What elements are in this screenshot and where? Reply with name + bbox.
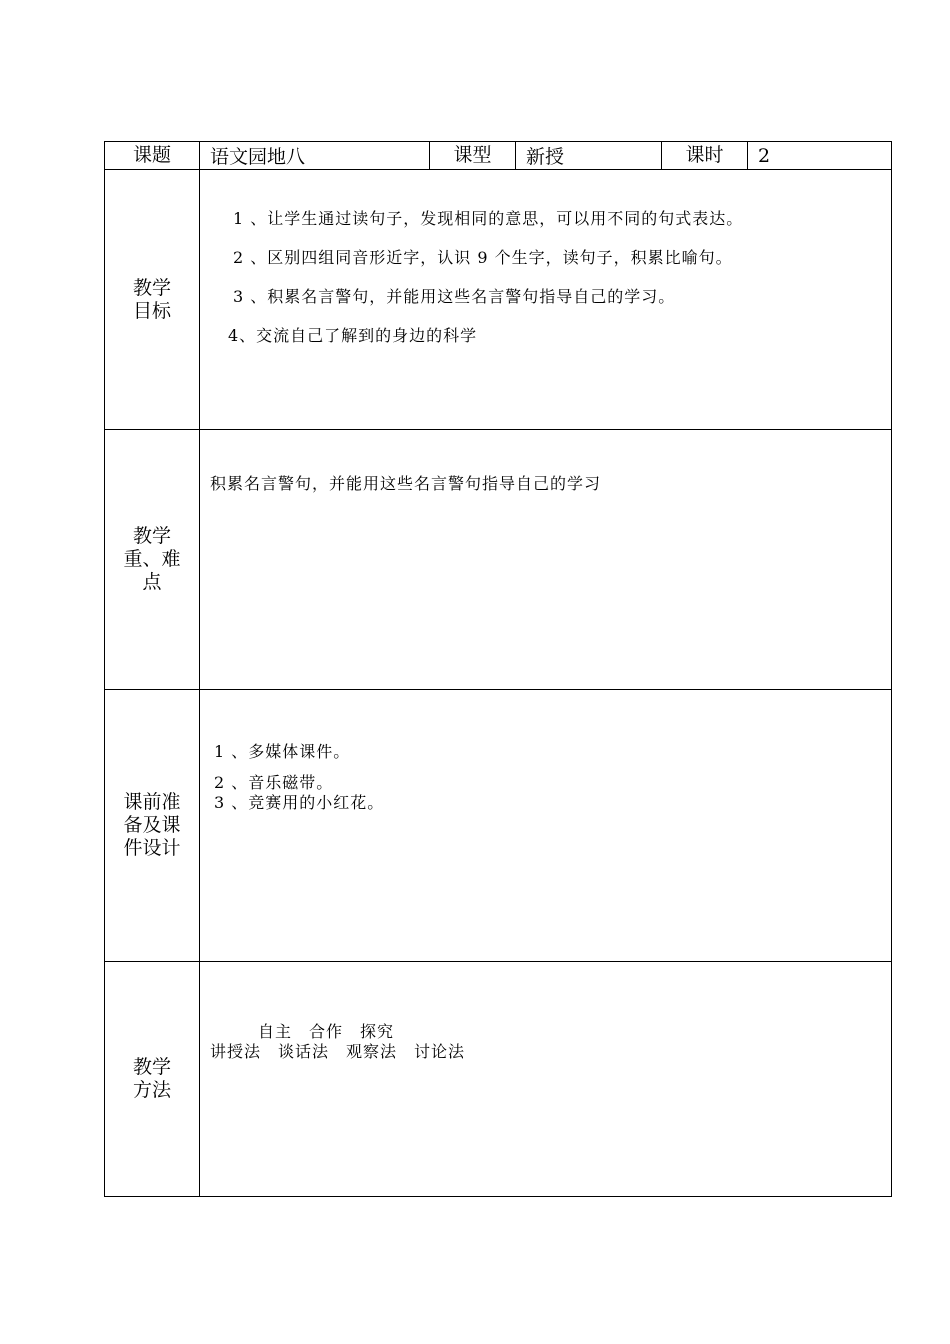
preparation-item: 2 、音乐磁带。	[214, 773, 334, 792]
header-row	[105, 142, 892, 170]
methods-label	[105, 962, 200, 1197]
type-value: 新授	[516, 142, 662, 170]
period-label: 课时	[662, 142, 748, 170]
methods-line1: 自主 合作 探究	[258, 1022, 395, 1041]
preparation-item: 1 、多媒体课件。	[214, 742, 351, 761]
keypoints-label-line2: 重、难	[123, 548, 181, 570]
objectives-label	[105, 170, 200, 430]
preparation-label-line1: 课前准	[123, 791, 181, 813]
methods-line2: 讲授法 谈话法 观察法 讨论法	[210, 1042, 466, 1061]
objective-item: 4、交流自己了解到的身边的科学	[228, 326, 478, 345]
objective-item: 1 、让学生通过读句子，发现相同的意思，可以用不同的句式表达。	[233, 209, 744, 228]
objectives-content	[200, 170, 892, 430]
methods-row	[105, 962, 892, 1197]
topic-label: 课题	[105, 142, 200, 170]
type-label: 课型	[430, 142, 516, 170]
keypoints-label-line1: 教学	[132, 525, 171, 547]
methods-label-line2: 方法	[132, 1079, 171, 1101]
preparation-content	[200, 690, 892, 962]
objectives-label-line2: 目标	[132, 299, 171, 322]
preparation-label	[105, 690, 200, 962]
preparation-label-line2: 备及课	[123, 814, 181, 836]
methods-label-line1: 教学	[132, 1056, 171, 1078]
objectives-label-line1: 教学	[132, 276, 171, 299]
period-value: 2	[748, 142, 892, 170]
topic-value: 语文园地八	[200, 142, 430, 170]
objective-item: 3 、积累名言警句，并能用这些名言警句指导自己的学习。	[233, 287, 676, 306]
preparation-label-line3: 件设计	[123, 837, 181, 859]
preparation-row	[105, 690, 892, 962]
methods-content	[200, 962, 892, 1197]
preparation-item: 3 、竞赛用的小红花。	[214, 793, 385, 812]
keypoints-label-line3: 点	[142, 571, 162, 593]
keypoints-text: 积累名言警句，并能用这些名言警句指导自己的学习	[210, 474, 602, 493]
lesson-plan-table	[104, 141, 892, 1197]
keypoints-row	[105, 430, 892, 690]
keypoints-content	[200, 430, 892, 690]
objectives-row	[105, 170, 892, 430]
objective-item: 2 、区别四组同音形近字，认识 9 个生字，读句子，积累比喻句。	[233, 248, 733, 267]
keypoints-label	[105, 430, 200, 690]
